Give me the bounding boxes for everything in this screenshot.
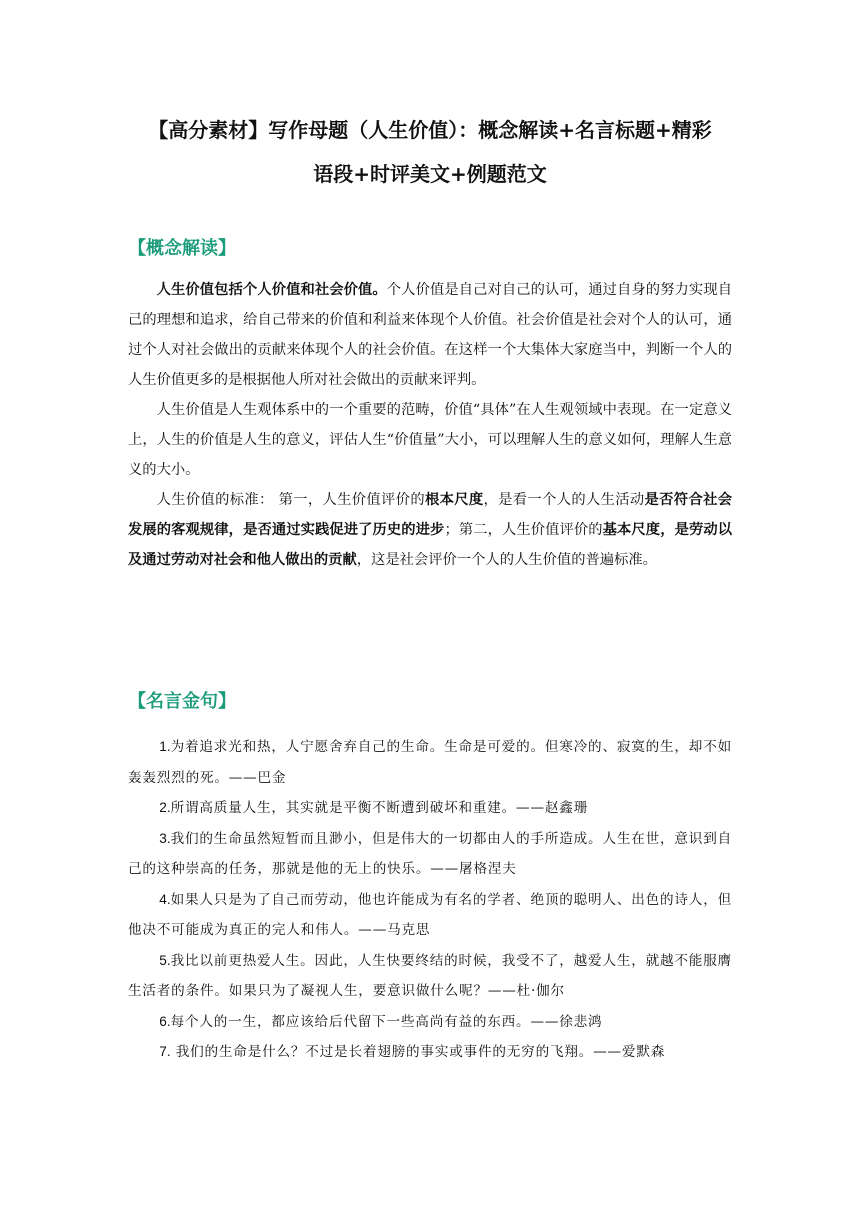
quote-item bbox=[128, 732, 732, 793]
quote-number: 5. bbox=[159, 952, 171, 968]
concept-paragraph-2: 人生价值是人生观体系中的一个重要的范畴，价值“具体”在人生观领域中表现。在一定意义上，人生的价值是人生的意义，评估人生“价值量”大小，可以理解人生的意义如何，理解人生意义的大小。 bbox=[128, 402, 732, 478]
quote-number: 6. bbox=[159, 1013, 171, 1029]
quote-number: 1. bbox=[159, 739, 171, 754]
concept-p3-bold-3: 基本尺度，是劳动以及通过劳动对社会和他人做出的贡献 bbox=[128, 522, 733, 568]
title-line-2: 语段+时评美文+例题范文 bbox=[313, 162, 547, 186]
quote-text: 为着追求光和热，人宁愿舍弃自己的生命。生命是可爱的。但寒冷的、寂寞的生，却不如轰轰烈烈的死。——巴金 bbox=[128, 739, 732, 786]
concept-p3-bold-2: 是否符合社会发展的客观规律，是否通过实践促进了历史的进步 bbox=[128, 492, 733, 538]
quote-text: 我们的生命虽然短暂而且渺小，但是伟大的一切都由人的手所造成。人生在世，意识到自己的这种崇高的任务，那就是他的无上的快乐。——屠格涅夫 bbox=[128, 830, 732, 877]
quote-item bbox=[128, 1037, 732, 1068]
quote-number: 2. bbox=[159, 800, 171, 815]
title-line-1: 【高分素材】写作母题（人生价值）：概念解读+名言标题+精彩 bbox=[148, 118, 712, 142]
quote-item bbox=[128, 946, 732, 1007]
quotes-section bbox=[128, 732, 732, 1068]
quote-item bbox=[128, 1007, 732, 1038]
concept-paragraph-3 bbox=[128, 485, 732, 575]
concept-p1-text: 个人价值是自己对自己的认可，通过自身的努力实现自己的理想和追求，给自己带来的价值和利益来体现个人价值。社会价值是社会对个人的认可，通过个人对社会做出的贡献来体现个人的社会价值。在这样一个大集体大家庭当中，判断一个人的人生价值更多的是根据他人所对社会做出的贡献来评判。 bbox=[128, 282, 733, 388]
concept-paragraph-1 bbox=[128, 275, 732, 395]
quote-text: 每个人的一生，都应该给后代留下一些高尚有益的东西。——徐悲鸿 bbox=[170, 1013, 603, 1030]
quote-item bbox=[128, 885, 732, 946]
quote-text: 所谓高质量人生，其实就是平衡不断遭到破坏和重建。——赵鑫珊 bbox=[170, 800, 589, 816]
quote-item bbox=[128, 793, 732, 824]
concept-heading: 【概念解读】 bbox=[128, 238, 236, 259]
quote-number: 3. bbox=[159, 830, 171, 846]
quote-text: 我们的生命是什么？不过是长着翅膀的事实或事件的无穷的飞翔。——爱默森 bbox=[170, 1044, 666, 1060]
concept-p3-text-2: ，是看一个人的人生活动 bbox=[483, 492, 645, 508]
quote-text: 如果人只是为了自己而劳动，他也许能成为有名的学者、绝顶的聪明人、出色的诗人，但他决不可能成为真正的完人和伟人。——马克思 bbox=[128, 891, 732, 938]
concept-p1-bold: 人生价值包括个人价值和社会价值。 bbox=[156, 282, 387, 298]
concept-p3-text-1: 人生价值的标准： 第一，人生价值评价的 bbox=[156, 492, 425, 508]
quote-number: 7. bbox=[159, 1044, 171, 1059]
concept-p3-text-4: ，这是社会评价一个人的人生价值的普遍标准。 bbox=[356, 552, 657, 568]
quote-number: 4. bbox=[159, 891, 171, 907]
quote-text: 我比以前更热爱人生。因此，人生快要终结的时候，我受不了，越爱人生，就越不能服膺生活者的条件。如果只为了凝视人生，要意识做什么呢？——杜·伽尔 bbox=[128, 952, 732, 999]
quotes-heading: 【名言金句】 bbox=[128, 691, 236, 712]
document-title bbox=[100, 108, 760, 196]
concept-p3-text-3: ；第二，人生价值评价的 bbox=[444, 522, 603, 538]
quote-item bbox=[128, 824, 732, 885]
concept-p3-bold-1: 根本尺度 bbox=[424, 492, 484, 508]
concept-section bbox=[128, 275, 732, 575]
